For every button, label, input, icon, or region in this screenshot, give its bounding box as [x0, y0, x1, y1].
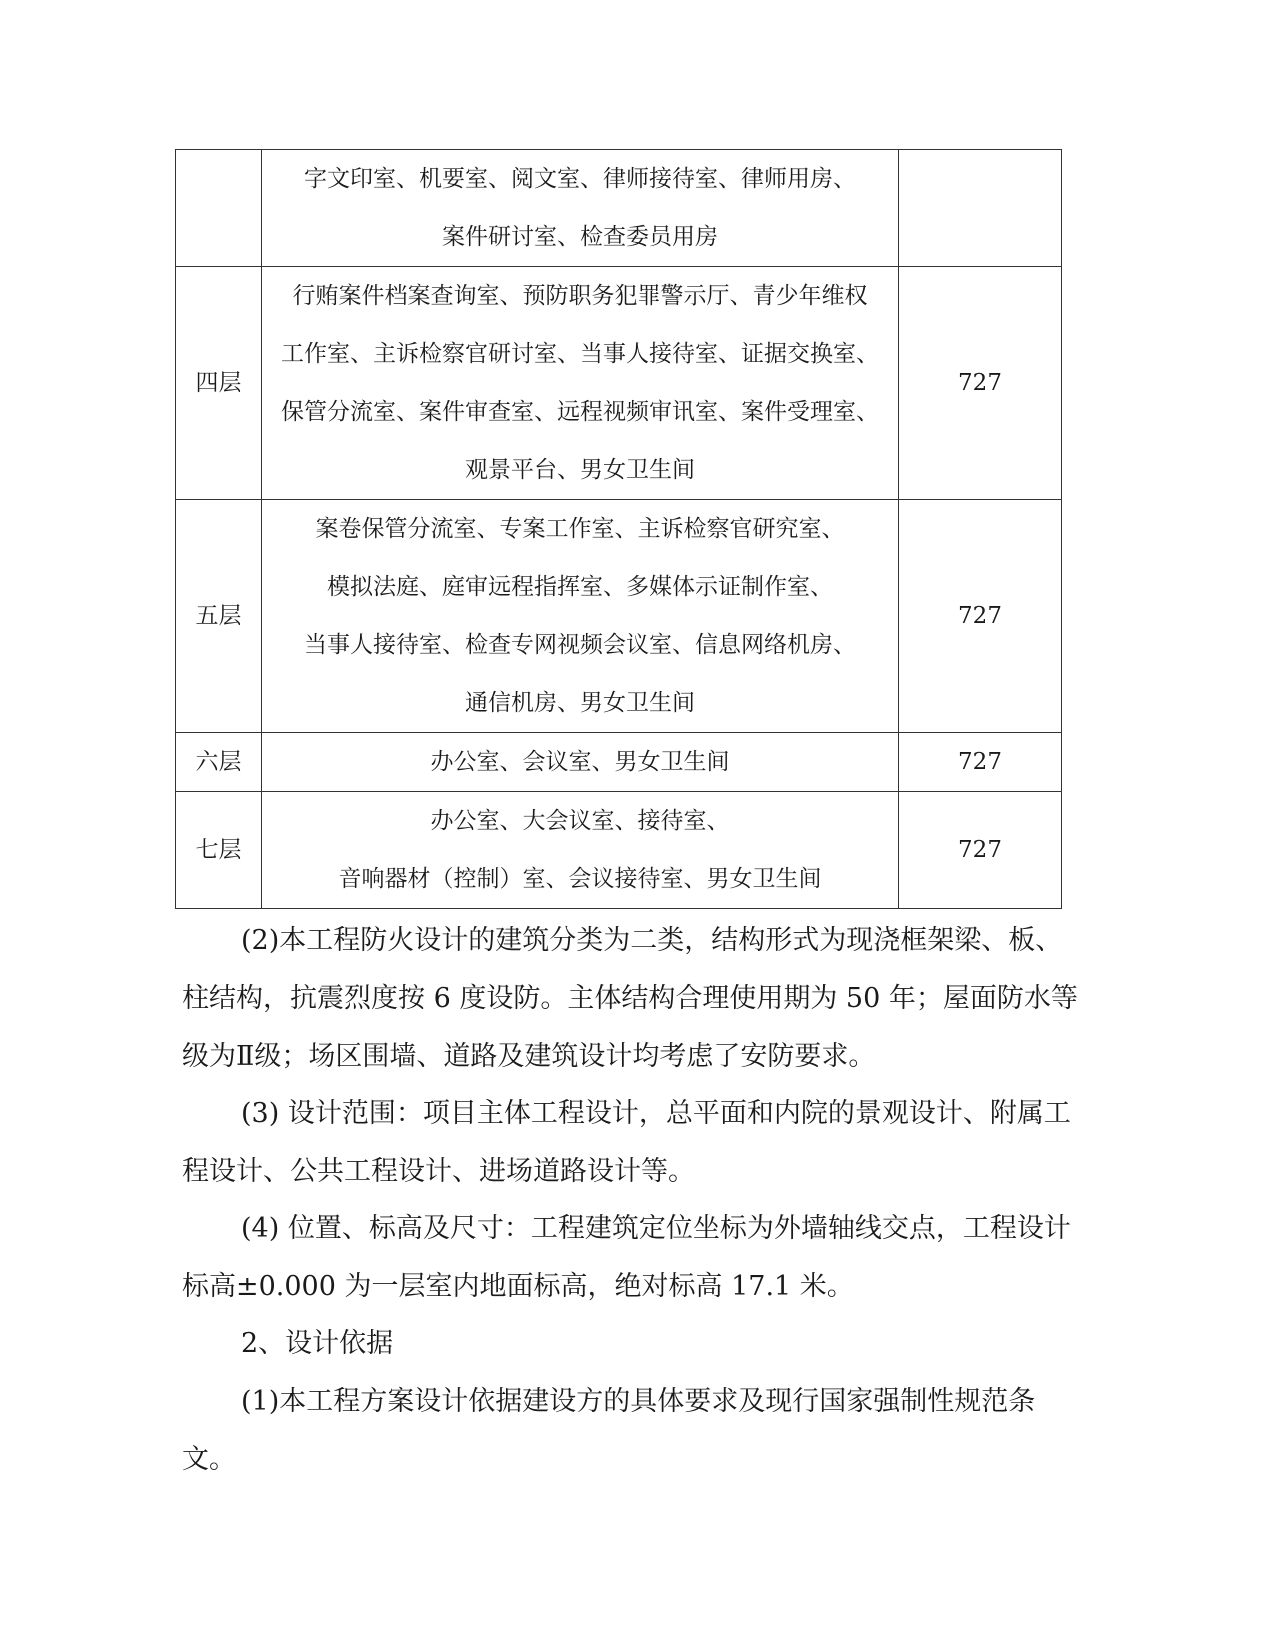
table-row [176, 500, 1062, 733]
rooms-cell [262, 267, 899, 500]
table-row [176, 733, 1062, 792]
rooms-line: 通信机房、男女卫生间 [465, 690, 695, 716]
floor-cell: 五层 [176, 500, 262, 733]
floor-cell [176, 150, 262, 267]
rooms-cell [262, 792, 899, 909]
rooms-line: 保管分流室、案件审查室、远程视频审讯室、案件受理室、 [281, 399, 879, 425]
rooms-line: 音响器材（控制）室、会议接待室、男女卫生间 [338, 866, 822, 892]
rooms-line: 案件研讨室、检查委员用房 [442, 224, 718, 250]
area-cell [899, 150, 1062, 267]
area-cell: 727 [899, 733, 1062, 792]
section-heading-design-basis: 2、设计依据 [241, 1328, 394, 1359]
rooms-line: 工作室、主诉检察官研讨室、当事人接待室、证据交换室、 [281, 341, 879, 367]
rooms-line: 当事人接待室、检查专网视频会议室、信息网络机房、 [304, 632, 856, 658]
rooms-cell [262, 150, 899, 267]
floor-cell: 七层 [176, 792, 262, 909]
paragraph-design-basis-1: (1)本工程方案设计依据建设方的具体要求及现行国家强制性规范条文。 [182, 1386, 1036, 1475]
area-cell: 727 [899, 792, 1062, 909]
table-row [176, 792, 1062, 909]
floor-room-table [175, 149, 1062, 909]
rooms-line: 观景平台、男女卫生间 [465, 457, 695, 483]
rooms-cell [262, 733, 899, 792]
floor-cell: 四层 [176, 267, 262, 500]
rooms-line: 案卷保管分流室、专案工作室、主诉检察官研究室、 [315, 516, 845, 542]
table-row [176, 267, 1062, 500]
floor-cell: 六层 [176, 733, 262, 792]
area-cell: 727 [899, 267, 1062, 500]
paragraph-position-elevation: (4) 位置、标高及尺寸：工程建筑定位坐标为外墙轴线交点，工程设计标高±0.000 为一层室内地面标高，绝对标高 17.1 米。 [182, 1213, 1071, 1302]
rooms-line: 办公室、会议室、男女卫生间 [430, 749, 730, 775]
table-row [176, 150, 1062, 267]
paragraph-fire-design: (2)本工程防火设计的建筑分类为二类，结构形式为现浇框架梁、板、柱结构，抗震烈度按 6 度设防。主体结构合理使用期为 50 年；屋面防水等级为Ⅱ级；场区围墙、道路及建筑设计均考虑了安防要求。 [182, 925, 1078, 1072]
paragraph-design-scope: (3) 设计范围：项目主体工程设计，总平面和内院的景观设计、附属工程设计、公共工程设计、进场道路设计等。 [182, 1098, 1071, 1187]
rooms-cell [262, 500, 899, 733]
rooms-line: 办公室、大会议室、接待室、 [430, 808, 730, 834]
area-cell: 727 [899, 500, 1062, 733]
rooms-line: 行贿案件档案查询室、预防职务犯罪警示厅、青少年维权 [292, 283, 868, 309]
rooms-line: 字文印室、机要室、阅文室、律师接待室、律师用房、 [304, 166, 856, 192]
rooms-line: 模拟法庭、庭审远程指挥室、多媒体示证制作室、 [327, 574, 833, 600]
